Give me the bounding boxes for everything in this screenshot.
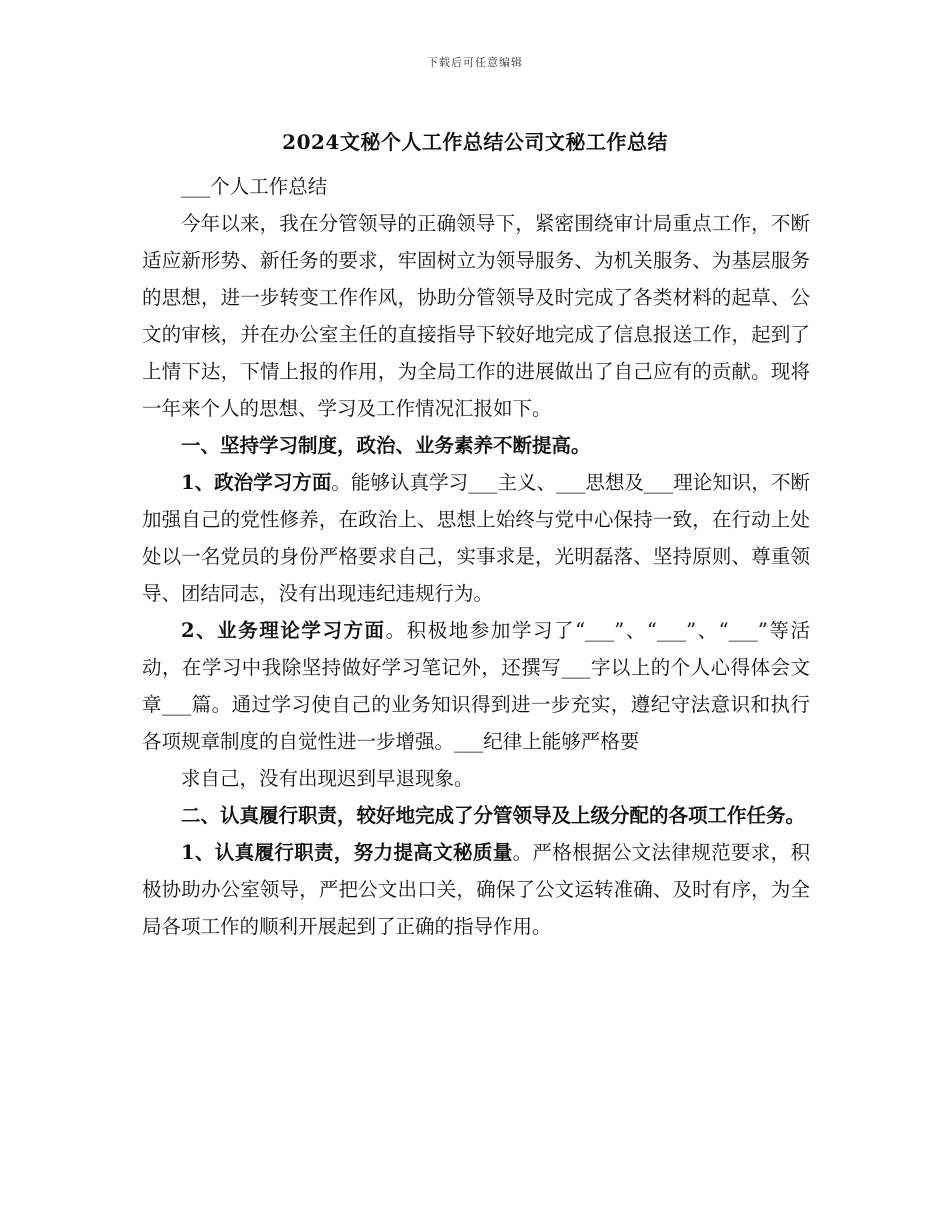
section-1-item-2-lead: 2、业务理论学习方面: [181, 619, 386, 642]
section-2-item-1-text: 。严格根据公文法律规范要求，积极协助办公室领导，严把公文出口关，确保了公文运转准确、及时有序，为全局各项工作的顺利开展起到了正确的指导作用。: [142, 841, 810, 938]
header-note: 下载后可任意编辑: [427, 56, 523, 69]
document-body: [142, 168, 810, 945]
document-title: 2024文秘个人工作总结公司文秘工作总结: [282, 130, 668, 154]
section-2-item-1-lead: 1、认真履行职责，努力提高文秘质量: [181, 841, 513, 864]
section-2-item-1: [142, 834, 810, 945]
section-2-heading: 二、认真履行职责，较好地完成了分管领导及上级分配的各项工作任务。: [181, 804, 806, 827]
section-1-item-1-lead: 1、政治学习方面: [181, 471, 332, 494]
section-1-item-1-text: 。能够认真学习___主义、___思想及___理论知识，不断加强自己的党性修养，在政治上、思想上始终与党中心保持一致，在行动上处处以一名党员的身份严格要求自己，实事求是，光明磊落、坚持原则、尊重领导、团结同志，没有出现违纪违规行为。: [142, 471, 810, 605]
section-1-item-1: [142, 464, 810, 612]
section-1-item-2-continued: 求自己，没有出现迟到早退现象。: [181, 767, 474, 790]
section-1-heading: 一、坚持学习制度，政治、业务素养不断提高。: [181, 434, 591, 457]
document-subtitle: ___个人工作总结: [181, 175, 328, 198]
intro-paragraph: 今年以来，我在分管领导的正确领导下，紧密围绕审计局重点工作，不断适应新形势、新任务的要求，牢固树立为领导服务、为机关服务、为基层服务的思想，进一步转变工作作风，协助分管领导及时完成了各类材料的起草、公文的审核，并在办公室主任的直接指导下较好地完成了信息报送工作，起到了上情下达，下情上报的作用，为全局工作的进展做出了自己应有的贡献。现将一年来个人的思想、学习及工作情况汇报如下。: [142, 212, 810, 420]
section-1-item-2: [142, 612, 810, 760]
section-1-item-2-text: 。积极地参加学习了“___”、“___”、“___”等活动，在学习中我除坚持做好学习笔记外，还撰写___字以上的个人心得体会文章___篇。通过学习使自己的业务知识得到进一步充实，遵纪守法意识和执行各项规章制度的自觉性进一步增强。___纪律上能够严格要: [142, 619, 810, 753]
